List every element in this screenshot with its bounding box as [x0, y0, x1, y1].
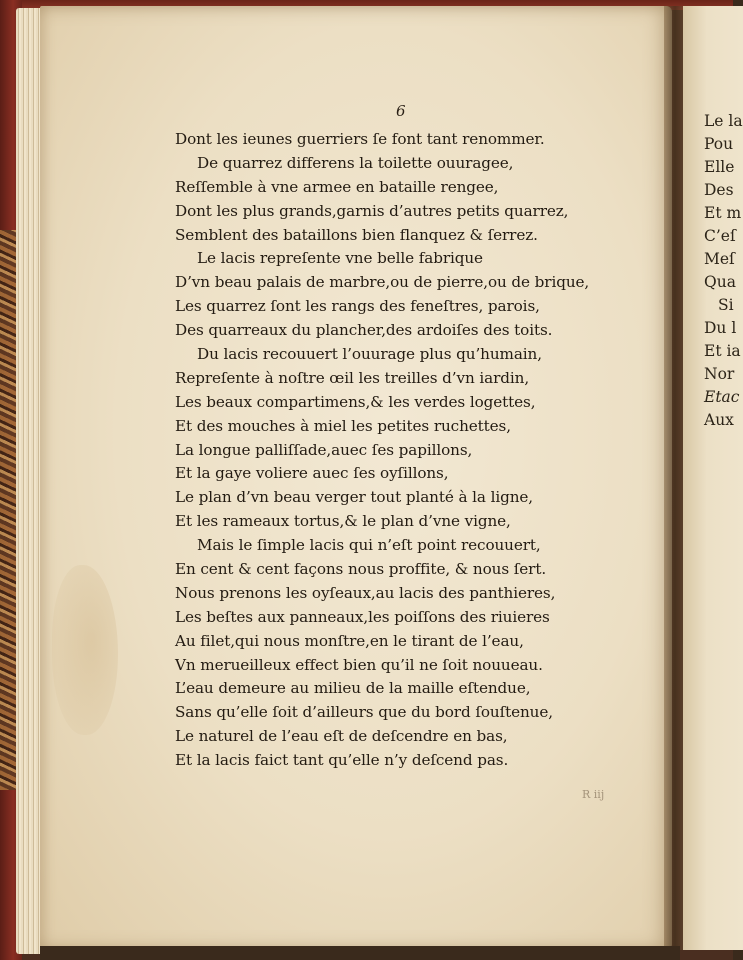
poem-text [175, 128, 589, 773]
facing-line: Qua [704, 273, 736, 291]
verse-line: Dont les plus grands,garnis d’autres petits quarrez, [175, 201, 569, 220]
verse-line: Des quarreaux du plancher,des ardoiſes des toits. [175, 321, 553, 340]
verse-line: La longue palliſſade,auec ſes papillons, [175, 440, 473, 459]
verse-line: Les beſtes aux panneaux,les poiſſons des riuieres [175, 607, 550, 626]
verse-line: Le naturel de l’eau eſt de deſcendre en bas, [175, 727, 508, 746]
verse-line: Vn merueilleux effect bien qu’il ne ſoit nouueau. [175, 655, 543, 674]
signature-mark: R iij [582, 788, 605, 801]
facing-line: Pou [704, 135, 734, 153]
verse-line: Le plan d’vn beau verger tout planté à la ligne, [175, 488, 534, 507]
verse-line: Repreſente à noſtre œil les treilles d’vn iardin, [175, 368, 530, 387]
verse-line: Nous prenons les oyſeaux,au lacis des panthieres, [175, 583, 556, 602]
facing-line: Si [718, 296, 734, 314]
verse-line: Et la gaye voliere auec ſes oyſillons, [175, 464, 449, 483]
facing-line: Etac [704, 388, 740, 406]
verse-line: Et les rameaux tortus,& le plan d’vne vigne, [175, 512, 511, 531]
verse-line: Le lacis repreſente vne belle fabrique [197, 249, 483, 268]
verse-line: Les beaux compartimens,& les verdes logettes, [175, 392, 536, 411]
verse-line: Au filet,qui nous monſtre,en le tirant de l’eau, [175, 631, 524, 650]
verse-line: D’vn beau palais de marbre,ou de pierre,ou de brique, [175, 273, 590, 292]
facing-line: Le la [704, 112, 743, 130]
facing-line: Aux [704, 411, 734, 429]
verse-line: Du lacis recouuert l’ouurage plus qu’humain, [197, 345, 542, 364]
facing-page-text [704, 110, 743, 432]
facing-line: Du l [704, 319, 737, 337]
facing-line: Nor [704, 365, 735, 383]
verse-line: Et la lacis faict tant qu’elle n’y deſcend pas. [175, 751, 509, 770]
verse-line: En cent & cent façons nous proffite, & nous ſert. [175, 560, 547, 579]
bottom-edge [40, 946, 680, 960]
verse-line: Et des mouches à miel les petites ruchettes, [175, 416, 511, 435]
verse-line: Mais le ſimple lacis qui n’eſt point recouuert, [197, 536, 541, 555]
page-number: 6 [396, 102, 406, 120]
verse-line: Semblent des bataillons bien flanquez & ſerrez. [175, 225, 538, 244]
facing-line: Elle [704, 158, 735, 176]
verse-line: L’eau demeure au milieu de la maille eſtendue, [175, 679, 531, 698]
facing-line: Et m [704, 204, 742, 222]
facing-line: Meſ [704, 250, 735, 268]
marbled-endpaper [0, 230, 16, 790]
verse-line: Sans qu’elle ſoit d’ailleurs que du bord ſouſtenue, [175, 703, 553, 722]
facing-line: C’eſ [704, 227, 736, 245]
verse-line: Les quarrez ſont les rangs des feneſtres, parois, [175, 297, 540, 316]
facing-line: Et ia [704, 342, 741, 360]
verse-line: De quarrez differens la toilette ouuragee, [197, 153, 514, 172]
verse-line: Reſſemble à vne armee en bataille rengee, [175, 177, 499, 196]
verse-line: Dont les ieunes guerriers ſe font tant renommer. [175, 130, 545, 148]
facing-line: Des [704, 181, 734, 199]
